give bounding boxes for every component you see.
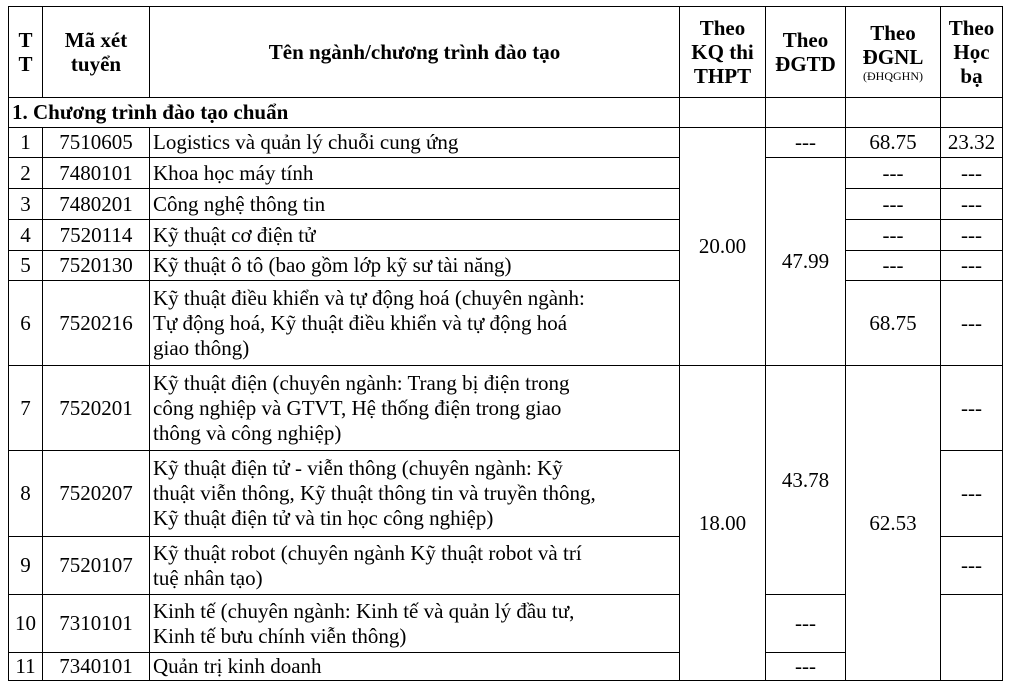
row-tt: 10 <box>9 595 43 653</box>
header-thpt: Theo KQ thi THPT <box>680 7 766 98</box>
header-tt: T T <box>9 7 43 98</box>
row-ten: Kỹ thuật cơ điện tử <box>150 220 680 251</box>
row-ma: 7520130 <box>43 251 150 281</box>
row-ten: Công nghệ thông tin <box>150 189 680 220</box>
row-ten: Khoa học máy tính <box>150 158 680 189</box>
row-tt: 5 <box>9 251 43 281</box>
dgnl-score: --- <box>846 251 941 281</box>
row-tt: 4 <box>9 220 43 251</box>
row-tt: 9 <box>9 537 43 595</box>
row-ma: 7310101 <box>43 595 150 653</box>
dgtd-score-group1: 47.99 <box>766 158 846 366</box>
dgtd-score: --- <box>766 653 846 681</box>
section-empty-cell <box>941 98 1003 128</box>
hocba-score: --- <box>941 366 1003 451</box>
thpt-score-group1: 20.00 <box>680 128 766 366</box>
dgnl-score: 68.75 <box>846 128 941 158</box>
section-title: 1. Chương trình đào tạo chuẩn <box>9 98 680 128</box>
row-tt: 11 <box>9 653 43 681</box>
section-empty-cell <box>680 98 766 128</box>
table-row <box>9 366 1003 451</box>
dgtd-score: --- <box>766 595 846 653</box>
row-ma: 7520201 <box>43 366 150 451</box>
hocba-score: --- <box>941 537 1003 595</box>
row-ten: Kỹ thuật điện tử - viễn thông (chuyên ngành: Kỹ thuật viễn thông, Kỹ thuật thông tin và truyền thông, Kỹ thuật điện tử và tin học công nghiệp) <box>150 451 680 537</box>
row-ma: 7520216 <box>43 281 150 366</box>
dgnl-score: --- <box>846 189 941 220</box>
dgtd-score-group2: 43.78 <box>766 366 846 595</box>
row-tt: 7 <box>9 366 43 451</box>
header-dgtd: Theo ĐGTD <box>766 7 846 98</box>
row-ma: 7520207 <box>43 451 150 537</box>
table-row <box>9 251 1003 281</box>
hocba-empty-cell <box>941 595 1003 681</box>
table-row <box>9 281 1003 366</box>
row-ma: 7520107 <box>43 537 150 595</box>
row-ten: Logistics và quản lý chuỗi cung ứng <box>150 128 680 158</box>
table-row <box>9 189 1003 220</box>
row-tt: 6 <box>9 281 43 366</box>
row-ten: Kỹ thuật điện (chuyên ngành: Trang bị điện trong công nghiệp và GTVT, Hệ thống điện trong giao thông và công nghiệp) <box>150 366 680 451</box>
hocba-score: --- <box>941 251 1003 281</box>
row-ten: Kỹ thuật robot (chuyên ngành Kỹ thuật robot và trí tuệ nhân tạo) <box>150 537 680 595</box>
admission-score-table <box>8 6 1003 681</box>
dgnl-score-group2: 62.53 <box>846 366 941 681</box>
hocba-score: --- <box>941 158 1003 189</box>
header-dgnl: Theo ĐGNL (ĐHQGHN) <box>846 7 941 98</box>
header-hoc-ba: Theo Học bạ <box>941 7 1003 98</box>
row-tt: 2 <box>9 158 43 189</box>
hocba-score: --- <box>941 281 1003 366</box>
table-row <box>9 158 1003 189</box>
row-tt: 1 <box>9 128 43 158</box>
hocba-score: --- <box>941 220 1003 251</box>
section-row <box>9 98 1003 128</box>
section-empty-cell <box>846 98 941 128</box>
row-ma: 7340101 <box>43 653 150 681</box>
header-ten-nganh: Tên ngành/chương trình đào tạo <box>150 7 680 98</box>
dgtd-score: --- <box>766 128 846 158</box>
dgnl-score: --- <box>846 220 941 251</box>
row-ma: 7480201 <box>43 189 150 220</box>
table-row <box>9 220 1003 251</box>
header-row <box>9 7 1003 98</box>
header-ma-xet-tuyen: Mã xét tuyển <box>43 7 150 98</box>
hocba-score: --- <box>941 189 1003 220</box>
table-row <box>9 128 1003 158</box>
dgnl-score: 68.75 <box>846 281 941 366</box>
row-ten: Quản trị kinh doanh <box>150 653 680 681</box>
row-ten: Kỹ thuật ô tô (bao gồm lớp kỹ sư tài năng) <box>150 251 680 281</box>
row-tt: 8 <box>9 451 43 537</box>
row-ma: 7510605 <box>43 128 150 158</box>
hocba-score: --- <box>941 451 1003 537</box>
thpt-score-group2: 18.00 <box>680 366 766 681</box>
section-empty-cell <box>766 98 846 128</box>
dgnl-score: --- <box>846 158 941 189</box>
row-ma: 7520114 <box>43 220 150 251</box>
row-tt: 3 <box>9 189 43 220</box>
row-ten: Kinh tế (chuyên ngành: Kinh tế và quản lý đầu tư, Kinh tế bưu chính viễn thông) <box>150 595 680 653</box>
hocba-score: 23.32 <box>941 128 1003 158</box>
row-ma: 7480101 <box>43 158 150 189</box>
row-ten: Kỹ thuật điều khiển và tự động hoá (chuyên ngành: Tự động hoá, Kỹ thuật điều khiển và tự động hoá giao thông) <box>150 281 680 366</box>
